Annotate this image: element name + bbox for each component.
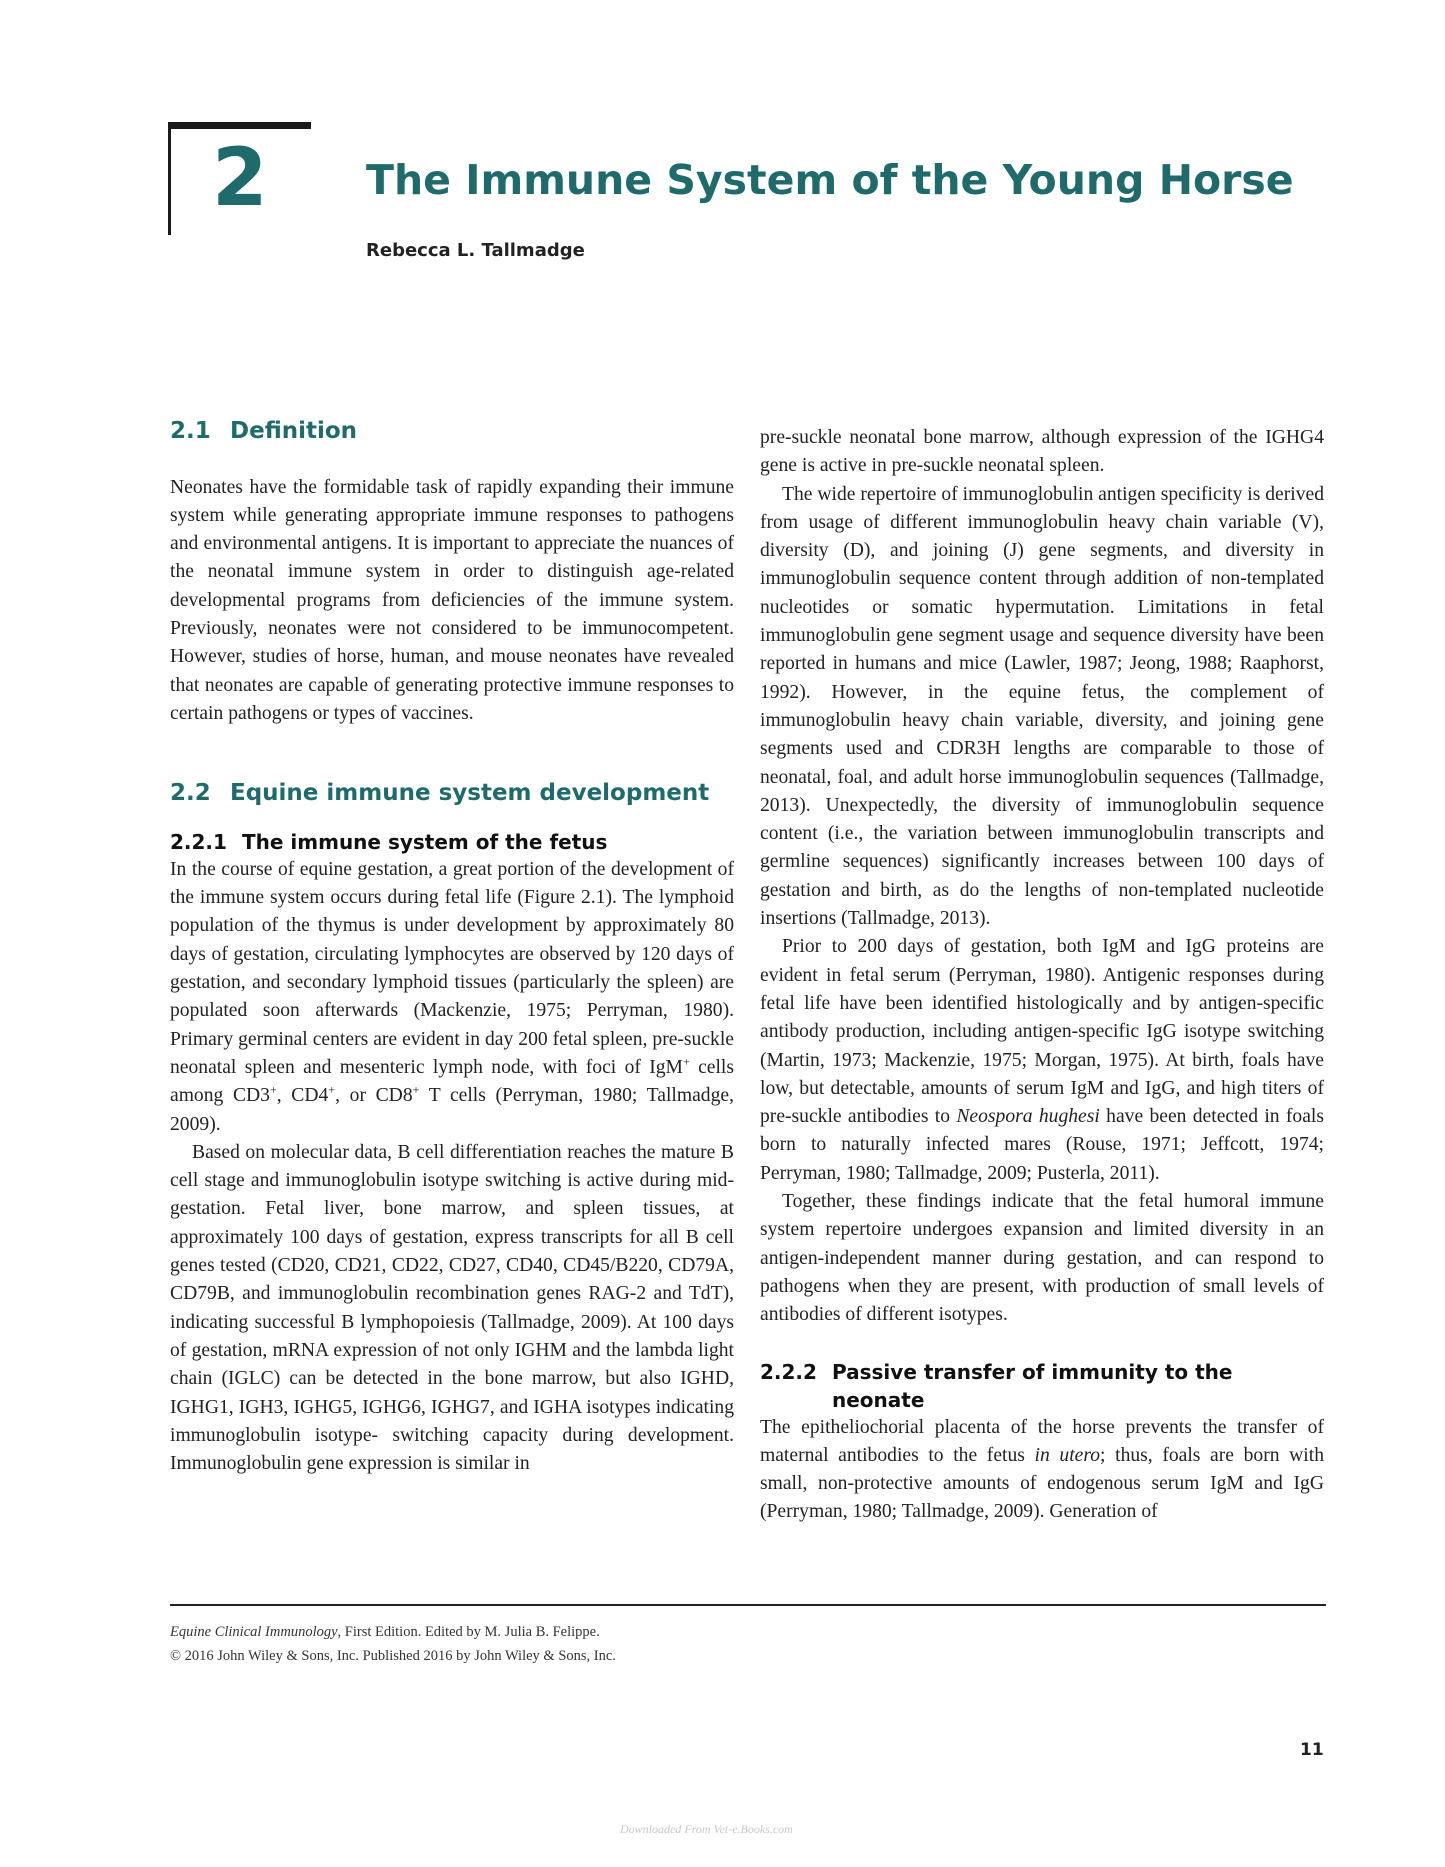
section-title: Equine immune system development xyxy=(230,780,710,807)
chapter-author: Rebecca L. Tallmadge xyxy=(366,240,585,261)
chapter-bracket-top xyxy=(168,122,311,129)
fetus-paragraph-1 xyxy=(170,856,734,1139)
right-paragraph-1: pre-suckle neonatal bone marrow, although expression of the IGHG4 gene is active in pre-suckle neonatal spleen. xyxy=(760,427,1324,477)
subsection-title: Passive transfer of immunity to the neonate xyxy=(832,1359,1233,1412)
definition-paragraph: Neonates have the formidable task of rapidly expanding their immune system while generating appropriate immune responses to pathogens and environmental antigens. It is important to appreciate the nuances of the neonatal immune system in order to distinguish age-related developmental programs from deficiencies of the immune system. Previously, neonates were not considered to be immunocompetent. However, studies of horse, human, and mouse neonates have revealed that neonates are capable of generating protective immune responses to certain pathogens or types of vaccines. xyxy=(170,476,734,724)
chapter-number: 2 xyxy=(212,131,268,224)
subsection-number: 2.2.1 xyxy=(170,829,227,854)
passive-transfer-paragraph xyxy=(760,1414,1324,1527)
text-run: T cells (Perryman, 1980; Tallmadge, 2009). xyxy=(170,1085,734,1135)
footnote-rule xyxy=(170,1604,1326,1606)
text-run: , First Edition. Edited by M. Julia B. Felippe. xyxy=(337,1624,600,1640)
superscript: + xyxy=(269,1082,277,1097)
text-run: , CD4 xyxy=(276,1085,329,1107)
italic-term: in utero xyxy=(1034,1444,1101,1466)
section-number: 2.2 xyxy=(170,780,211,807)
section-number: 2.1 xyxy=(170,418,211,444)
subsection-heading-fetus xyxy=(170,828,734,856)
text-run: The epitheliochorial placenta of the horse prevents the transfer of maternal antibodies to the fetus xyxy=(760,1416,1324,1466)
species-name: Neospora hughesi xyxy=(956,1106,1100,1128)
superscript: + xyxy=(328,1082,336,1097)
text-run: have been detected in foals born to naturally infected mares (Rouse, 1971; Jeffcott, 1974; Perryman, 1980; Tallmadge, 2009; Pusterla, 2011). xyxy=(760,1106,1324,1184)
superscript: + xyxy=(412,1082,420,1097)
right-paragraph-3 xyxy=(760,933,1324,1188)
fetus-paragraph-2: Based on molecular data, B cell differentiation reaches the mature B cell stage and immunoglobulin isotype switching is active during mid-gestation. Fetal liver, bone marrow, and spleen tissues, at approximately 100 days of gestation, express transcripts for all B cell genes tested (CD20, CD21, CD22, CD27, CD40, CD45/B220, CD79A, CD79B, and immunoglobulin recombination genes RAG-2 and TdT), indicating successful B lymphopoiesis (Tallmadge, 2009). At 100 days of gestation, mRNA expression of not only IGHM and the lambda light chain (IGLC) can be detected in the bone marrow, but also IGHD, IGHG1, IGH3, IGHG5, IGHG6, IGHG7, and IGHA isotypes indicating immunoglobulin isotype- switching capacity during development. Immunoglobulin gene expression is similar in xyxy=(170,1141,734,1475)
text-run: , or CD8 xyxy=(335,1085,413,1107)
section-heading-definition xyxy=(170,418,734,446)
right-paragraph-4: Together, these findings indicate that the fetal humoral immune system repertoire undergoes expansion and limited diversity in an antigen-independent manner during gestation, and can respond to pathogens when they are present, with production of small levels of antibodies of different isotypes. xyxy=(760,1191,1324,1326)
chapter-bracket-side xyxy=(168,122,171,235)
copyright-footnote xyxy=(170,1620,616,1668)
footnote-line-2: © 2016 John Wiley & Sons, Inc. Published 2016 by John Wiley & Sons, Inc. xyxy=(170,1648,616,1664)
section-title: Definition xyxy=(230,418,358,444)
subsection-heading-passive-transfer xyxy=(760,1358,1324,1414)
left-column xyxy=(170,418,734,1478)
text-run: Prior to 200 days of gestation, both IgM and IgG proteins are evident in fetal serum (Perryman, 1980). Antigenic responses during fetal life have been identified histologically and by antigen-specific antibody production, including antigen-specific IgG isotype switching (Martin, 1973; Mackenzie, 1975; Morgan, 1975). At birth, foals have low, but detectable, amounts of serum IgM and IgG, and high titers of pre-suckle antibodies to xyxy=(760,936,1324,1128)
subsection-number: 2.2.2 xyxy=(760,1359,817,1384)
book-title: Equine Clinical Immunology xyxy=(170,1624,338,1640)
section-heading-development xyxy=(170,780,734,808)
text-run: ; thus, foals are born with small, non-protective amounts of endogenous serum IgM and IgG (Perryman, 1980; Tallmadge, 2009). Generation of xyxy=(760,1444,1324,1523)
superscript: + xyxy=(682,1054,690,1069)
chapter-title: The Immune System of the Young Horse xyxy=(366,156,1294,204)
right-column xyxy=(760,424,1324,1527)
text-run: In the course of equine gestation, a great portion of the development of the immune system occurs during fetal life (Figure 2.1). The lymphoid population of the thymus is under development by approximately 80 days of gestation, circulating lymphocytes are observed by 120 days of gestation, and secondary lymphoid tissues (particularly the spleen) are populated soon afterwards (Mackenzie, 1975; Perryman, 1980). Primary germinal centers are evident in day 200 fetal spleen, pre-suckle neonatal spleen and mesenteric lymph node, with foci of IgM xyxy=(170,858,734,1078)
subsection-title: The immune system of the fetus xyxy=(242,829,608,854)
watermark: Downloaded From Vet-e.Books.com xyxy=(620,1822,793,1836)
text-run: cells among CD3 xyxy=(170,1056,734,1107)
page-number: 11 xyxy=(1300,1740,1324,1760)
right-paragraph-2: The wide repertoire of immunoglobulin antigen specificity is derived from usage of different immunoglobulin heavy chain variable (V), diversity (D), and joining (J) gene segments, and diversity in immunoglobulin sequence content through addition of non-templated nucleotides or somatic hypermutation. Limitations in fetal immunoglobulin gene segment usage and sequence diversity have been reported in humans and mice (Lawler, 1987; Jeong, 1988; Raaphorst, 1992). However, in the equine fetus, the complement of immunoglobulin heavy chain variable, diversity, and joining gene segments used and CDR3H lengths are comparable to those of neonatal, foal, and adult horse immunoglobulin sequences (Tallmadge, 2013). Unexpectedly, the diversity of immunoglobulin sequence content (i.e., the variation between immunoglobulin transcripts and germline sequences) significantly increases between 100 days of gestation and birth, as do the lengths of non-templated nucleotide insertions (Tallmadge, 2013). xyxy=(760,483,1324,930)
footnote-line-1 xyxy=(170,1620,616,1644)
